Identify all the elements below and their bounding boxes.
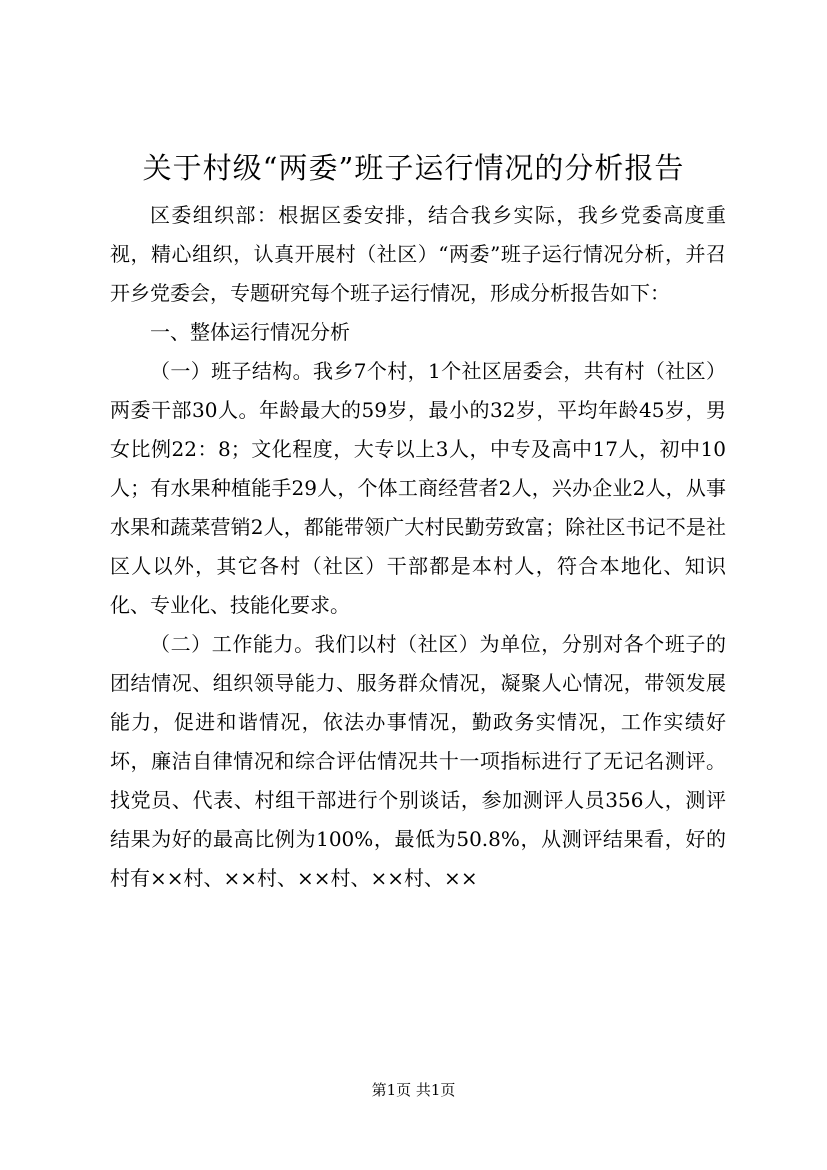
paragraph-work-ability: （二）工作能力。我们以村（社区）为单位，分别对各个班子的团结情况、组织领导能力、服务群众情况，凝聚人心情况，带领发展能力，促进和谐情况，依法办事情况，勤政务实情况，工作实绩好坏，廉洁自律情况和综合评估情况共十一项指标进行了无记名测评。找党员、代表、村组干部进行个别谈话，参加测评人员356人，测评结果为好的最高比例为100%，最低为50.8%，从测评结果看，好的村有××村、××村、××村、××村、××	[110, 632, 726, 890]
document-title: 关于村级“两委”班子运行情况的分析报告	[142, 151, 685, 185]
document-body	[110, 196, 726, 898]
paragraph-intro: 区委组织部：根据区委安排，结合我乡实际，我乡党委高度重视，精心组织，认真开展村（社区）“两委”班子运行情况分析，并召开乡党委会，专题研究每个班子运行情况，形成分析报告如下：	[110, 203, 726, 305]
paragraph-section-heading: 一、整体运行情况分析	[150, 320, 350, 344]
paragraph-team-structure: （一）班子结构。我乡7个村，1个社区居委会，共有村（社区）两委干部30人。年龄最大的59岁，最小的32岁，平均年龄45岁，男女比例22：8；文化程度，大专以上3人，中专及高中17人，初中10人；有水果种植能手29人，个体工商经营者2人，兴办企业2人，从事水果和蔬菜营销2人，都能带领广大村民勤劳致富；除社区书记不是社区人以外，其它各村（社区）干部都是本村人，符合本地化、知识化、专业化、技能化要求。	[110, 359, 726, 617]
page-footer: 第1页 共1页	[371, 1081, 456, 1099]
